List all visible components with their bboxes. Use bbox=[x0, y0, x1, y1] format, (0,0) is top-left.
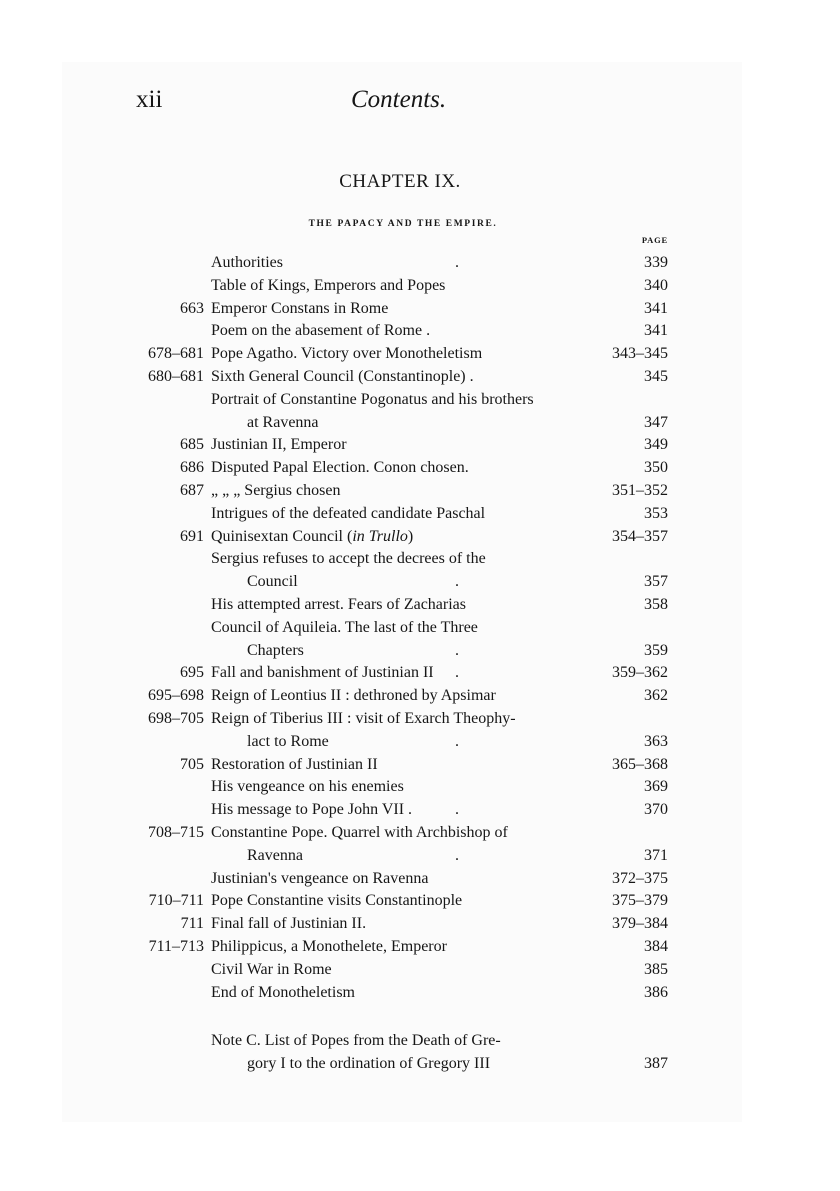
entry-page: 365–368 bbox=[612, 755, 668, 773]
entry-leader-dot: . bbox=[455, 846, 459, 864]
entry-title: Reign of Leontius II : dethroned by Apsimar bbox=[211, 687, 496, 705]
toc-entry bbox=[0, 571, 840, 594]
entry-page: 384 bbox=[644, 937, 668, 955]
chapter-subtitle: THE PAPACY AND THE EMPIRE. bbox=[308, 219, 498, 229]
toc-entry bbox=[0, 320, 840, 343]
page-number: xii bbox=[136, 86, 163, 113]
toc-entry bbox=[0, 685, 840, 708]
entry-title: Portrait of Constantine Pogonatus and his brothers bbox=[211, 390, 534, 408]
entry-page: 340 bbox=[644, 276, 668, 294]
entry-page: 372–375 bbox=[612, 869, 668, 887]
toc-entry bbox=[0, 617, 840, 640]
entry-page: 354–357 bbox=[612, 527, 668, 545]
entry-title: Intrigues of the defeated candidate Paschal bbox=[211, 504, 486, 522]
toc-entry bbox=[0, 434, 840, 457]
entry-page: 343–345 bbox=[612, 345, 668, 363]
entry-page: 359 bbox=[644, 641, 668, 659]
entry-page: 350 bbox=[644, 459, 668, 477]
entry-title: Emperor Constans in Rome bbox=[211, 299, 389, 317]
toc-entry bbox=[0, 594, 840, 617]
entry-page: 339 bbox=[644, 254, 668, 271]
entry-title: Reign of Tiberius III : visit of Exarch Theophy- bbox=[211, 709, 516, 727]
toc-entry bbox=[0, 822, 840, 845]
toc-entry bbox=[0, 503, 840, 526]
entry-page: 359–362 bbox=[612, 664, 668, 682]
toc-entry bbox=[0, 936, 840, 959]
entry-page: 387 bbox=[644, 1055, 668, 1073]
toc-entry bbox=[0, 731, 840, 754]
entry-title: His vengeance on his enemies bbox=[211, 778, 404, 796]
entry-leader-dot: . bbox=[455, 664, 459, 682]
entry-date: 691 bbox=[180, 527, 204, 545]
toc-entry bbox=[0, 548, 840, 571]
entry-date: 663 bbox=[180, 299, 204, 317]
entry-date: 698–705 bbox=[148, 709, 204, 727]
entry-page: 362 bbox=[644, 687, 668, 705]
entry-title: Civil War in Rome bbox=[211, 960, 332, 978]
entry-title: Quinisextan Council (in Trullo) bbox=[211, 527, 414, 545]
entry-date: 711 bbox=[180, 915, 204, 933]
entry-date: 710–711 bbox=[148, 892, 204, 910]
entry-leader-dot: . bbox=[455, 573, 459, 591]
toc-entry bbox=[0, 343, 840, 366]
entry-leader-dot: . bbox=[455, 641, 459, 659]
entry-title: Constantine Pope. Quarrel with Archbishop of bbox=[211, 823, 508, 841]
entry-title: Council of Aquileia. The last of the Three bbox=[211, 618, 478, 636]
entry-date: 711–713 bbox=[148, 937, 204, 955]
entry-date: 695–698 bbox=[148, 687, 204, 705]
entry-page: 375–379 bbox=[612, 892, 668, 910]
entry-title: Note C. List of Popes from the Death of Gre- bbox=[211, 1032, 501, 1050]
entry-title: Philippicus, a Monothelete, Emperor bbox=[211, 937, 447, 955]
toc-entry bbox=[0, 708, 840, 731]
toc-entry bbox=[0, 252, 840, 275]
entry-title: Chapters bbox=[247, 641, 304, 659]
entry-date: 686 bbox=[180, 459, 204, 477]
entry-date: 695 bbox=[180, 664, 204, 682]
toc-entry bbox=[0, 868, 840, 891]
toc-entry bbox=[0, 913, 840, 936]
entry-title: Justinian II, Emperor bbox=[211, 436, 347, 454]
entry-title: Disputed Papal Election. Conon chosen. bbox=[211, 459, 469, 477]
entry-title: Council bbox=[247, 573, 298, 591]
toc-entry bbox=[0, 776, 840, 799]
toc-entry bbox=[0, 845, 840, 868]
entry-page: 371 bbox=[644, 846, 668, 864]
toc-entry bbox=[0, 480, 840, 503]
entry-title: Sergius refuses to accept the decrees of the bbox=[211, 550, 486, 568]
toc-entry bbox=[0, 526, 840, 549]
entry-page: 379–384 bbox=[612, 915, 668, 933]
entry-page: 341 bbox=[644, 299, 668, 317]
entry-title: „ „ „ Sergius chosen bbox=[211, 481, 341, 499]
toc-entry bbox=[0, 890, 840, 913]
toc-entry bbox=[0, 754, 840, 777]
toc-entry bbox=[0, 982, 840, 1005]
entry-title: Authorities bbox=[211, 254, 283, 271]
entry-title: at Ravenna bbox=[247, 413, 319, 431]
entry-date: 678–681 bbox=[148, 345, 204, 363]
entry-title: Table of Kings, Emperors and Popes bbox=[211, 276, 446, 294]
entry-page: 385 bbox=[644, 960, 668, 978]
entry-page: 353 bbox=[644, 504, 668, 522]
entry-leader-dot: . bbox=[455, 801, 459, 819]
entry-title: Restoration of Justinian II bbox=[211, 755, 378, 773]
entry-page: 347 bbox=[644, 413, 668, 431]
entry-page: 357 bbox=[644, 573, 668, 591]
entry-page: 341 bbox=[644, 322, 668, 340]
entry-page: 363 bbox=[644, 732, 668, 750]
entry-page: 386 bbox=[644, 983, 668, 1001]
toc-entry bbox=[0, 799, 840, 822]
entry-title: lact to Rome bbox=[247, 732, 329, 750]
entry-title: End of Monotheletism bbox=[211, 983, 355, 1001]
entry-page: 369 bbox=[644, 778, 668, 796]
entry-leader-dot: . bbox=[455, 254, 459, 271]
entry-title: Pope Agatho. Victory over Monotheletism bbox=[211, 345, 483, 363]
chapter-heading: CHAPTER IX. bbox=[339, 171, 461, 192]
entry-title: Justinian's vengeance on Ravenna bbox=[211, 869, 429, 887]
entry-title: Final fall of Justinian II. bbox=[211, 915, 367, 933]
entry-page: 358 bbox=[644, 595, 668, 613]
entry-title: Ravenna bbox=[247, 846, 303, 864]
entry-page: 351–352 bbox=[612, 481, 668, 499]
entry-date: 680–681 bbox=[148, 367, 204, 385]
toc-entry bbox=[0, 959, 840, 982]
entry-title: Sixth General Council (Constantinople) . bbox=[211, 367, 474, 385]
toc-entry bbox=[0, 275, 840, 298]
toc-entry bbox=[0, 366, 840, 389]
entry-title: His message to Pope John VII . bbox=[211, 801, 413, 819]
toc-entry bbox=[0, 662, 840, 685]
toc-entry bbox=[0, 640, 840, 663]
table-of-contents bbox=[0, 252, 840, 1076]
toc-entry bbox=[0, 412, 840, 435]
entry-title: His attempted arrest. Fears of Zacharias bbox=[211, 595, 467, 613]
toc-entry bbox=[0, 298, 840, 321]
entry-date: 705 bbox=[180, 755, 204, 773]
entry-date: 685 bbox=[180, 436, 204, 454]
toc-entry bbox=[0, 457, 840, 480]
entry-spacer bbox=[0, 1004, 840, 1030]
entry-page: 349 bbox=[644, 436, 668, 454]
running-head: Contents. bbox=[351, 86, 447, 113]
entry-page: 370 bbox=[644, 801, 668, 819]
entry-date: 687 bbox=[180, 481, 204, 499]
entry-leader-dot: . bbox=[455, 732, 459, 750]
entry-title: gory I to the ordination of Gregory III bbox=[247, 1055, 491, 1073]
toc-entry bbox=[0, 1053, 840, 1076]
entry-title: Fall and banishment of Justinian II bbox=[211, 664, 434, 682]
toc-entry bbox=[0, 1030, 840, 1053]
entry-title: Pope Constantine visits Constantinople bbox=[211, 892, 463, 910]
toc-entry bbox=[0, 389, 840, 412]
page-column-label: PAGE bbox=[641, 235, 668, 245]
entry-title: Poem on the abasement of Rome . bbox=[211, 322, 431, 340]
entry-page: 345 bbox=[644, 367, 668, 385]
entry-date: 708–715 bbox=[148, 823, 204, 841]
